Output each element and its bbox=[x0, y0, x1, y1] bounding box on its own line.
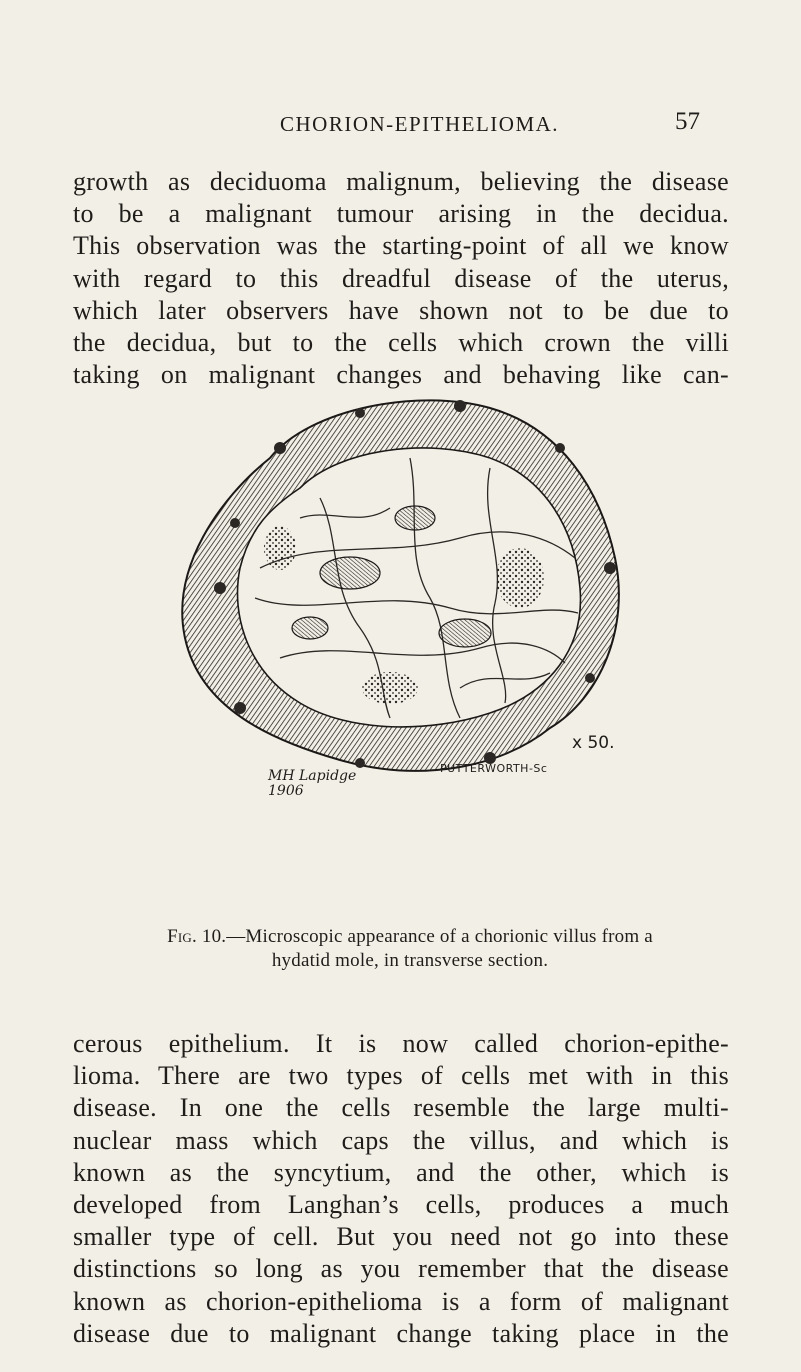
text-line: cerous epithelium. It is now called chorion-epithe- bbox=[73, 1029, 729, 1058]
artist-signature bbox=[268, 769, 356, 799]
text-line: with regard to this dreadful disease of the uterus, bbox=[73, 263, 729, 293]
figure-label: Fig. 10. bbox=[167, 926, 227, 947]
artist-name: MH Lapidge bbox=[268, 768, 357, 784]
text-line: disease. In one the cells resemble the large multi- bbox=[73, 1093, 729, 1123]
text-line: growth as deciduoma malignum, believing the disease bbox=[73, 167, 729, 196]
running-head bbox=[280, 108, 700, 142]
figure-caption bbox=[160, 925, 660, 973]
text-line: the decidua, but to the cells which crown the villi bbox=[73, 328, 729, 358]
villus-illustration bbox=[160, 388, 640, 798]
paragraph-top bbox=[73, 166, 729, 391]
page-number: 57 bbox=[675, 108, 700, 135]
text-line: disease due to malignant change taking place in the bbox=[73, 1318, 729, 1348]
text-line: taking on malignant changes and behaving like can- bbox=[73, 360, 729, 390]
text-line: nuclear mass which caps the villus, and which is bbox=[73, 1125, 729, 1155]
text-line: This observation was the starting-point of all we know bbox=[73, 231, 729, 261]
running-title: CHORION-EPITHELIOMA. bbox=[280, 112, 560, 136]
text-line: smaller type of cell. But you need not go into these bbox=[73, 1222, 729, 1252]
magnification-label: x 50. bbox=[572, 733, 615, 753]
text-line: known as chorion-epithelioma is a form of malignant bbox=[73, 1286, 729, 1316]
text-line: to be a malignant tumour arising in the decidua. bbox=[73, 199, 729, 229]
text-line: developed from Langhan’s cells, produces a much bbox=[73, 1190, 729, 1220]
villus-engraving bbox=[160, 388, 640, 798]
engraver-signature: PUTTERWORTH-Sc bbox=[440, 762, 548, 775]
paragraph-bottom bbox=[73, 1028, 729, 1350]
figure-caption-text: —Microscopic appearance of a chorionic villus from a hydatid mole, in transverse section. bbox=[226, 926, 653, 971]
text-line: distinctions so long as you remember that the disease bbox=[73, 1254, 729, 1284]
text-line: lioma. There are two types of cells met with in this bbox=[73, 1061, 729, 1091]
artist-year: 1906 bbox=[268, 783, 304, 799]
text-line: which later observers have shown not to be due to bbox=[73, 295, 729, 325]
text-line: known as the syncytium, and the other, which is bbox=[73, 1157, 729, 1187]
